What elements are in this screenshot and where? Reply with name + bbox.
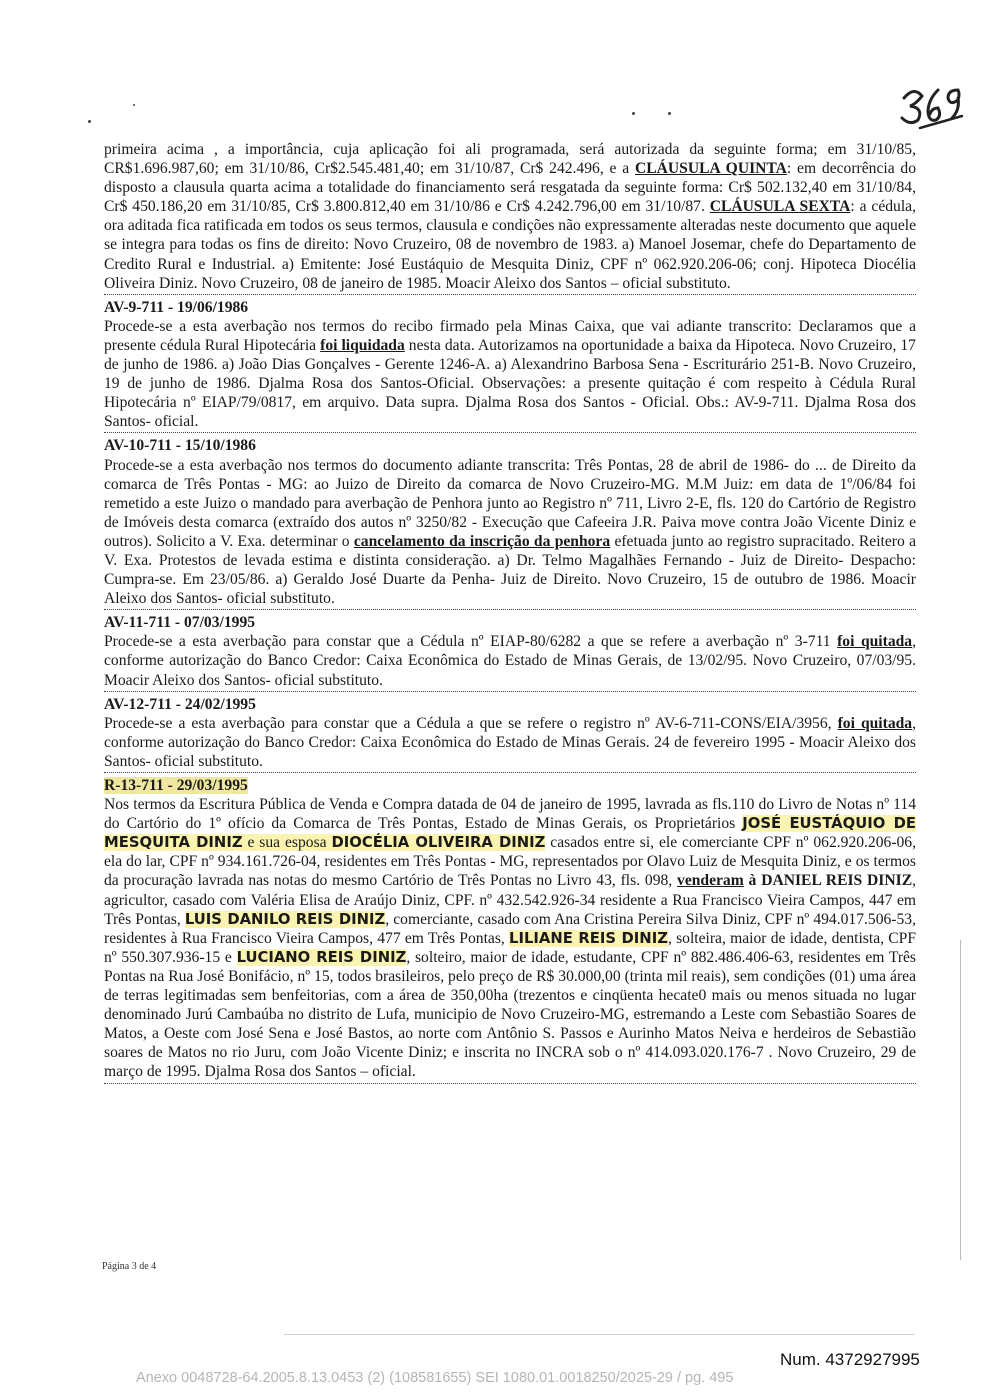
annex-watermark: Anexo 0048728-64.2005.8.13.0453 (2) (108581655) SEI 1080.01.0018250/2025-29 / pg. 495 [136, 1370, 734, 1386]
text-run: , comerciante, casado com Ana Cristina Pereira Silva Diniz, CPF nº 494.017.506-53, residentes à Rua Francisco Vieira Campos, 477 em Três Pontas, [104, 910, 916, 947]
scan-speck [668, 112, 671, 115]
av12-paragraph [104, 714, 916, 771]
r13-paragraph [104, 795, 916, 1081]
av11-heading: AV-11-711 - 07/03/1995 [104, 614, 256, 632]
text-run: , solteiro, maior de idade, estudante, CPF nº 882.486.406-63, residentes em Três Pontas na Rua José Bonifácio, nº 15, todos brasileiros, pelo preço de R$ 30.000,00 (trinta mil reais), sem condições (01) uma área de terras legitimadas sem benfeitorias, com a área de 350,00ha (trezentos e cinqüenta hecate0 mais ou menos situada no lugar denominado Jurú Cambaúba no distrito de Lufa, municipio de Novo Cruzeiro-MG, estremando a Leste com Sebastião Soares de Matos, a Oeste com José Sena e José Bastos, ao norte com Antônio S. Passos e Aurinho Matos Neiva e herdeiros de Sebastião soares de Matos no rio Juru, com João Vicente Diniz; e inscrita no INCRA sob o nº 414.093.020.176-7 . Novo Cruzeiro, 29 de março de 1995. Djalma Rosa dos Santos – oficial. [104, 948, 916, 1081]
text-run: e sua esposa [242, 834, 332, 852]
r13-heading [104, 776, 916, 795]
margin-mark [960, 940, 961, 1260]
dotted-separator [104, 691, 916, 692]
foi-quitada: foi quitada [837, 633, 913, 651]
text-run: Procede-se a esta averbação para constar que a Cédula nº EIAP-80/6282 a que se refere a averbação nº 3-711 [104, 633, 838, 651]
text-run: primeira acima , a importância, cuja aplicação foi ali programada, será autorizada da seguinte forma; em 31/10/85, CR$1.696.987,60; em 31/10/86, Cr$2.545.481,40; em 31/10/87, Cr$ 242.496, e a [104, 141, 916, 178]
text-run: Procede-se a esta averbação nos termos do documento adiante transcrita: Três Pontas, 28 de abril de 1986- do ... de Direito da comarca de Três Pontas - MG: ao Juizo de Direito da comarca de Novo Cruzeiro-MG. M.M Juiz: em data de 1º/06/84 foi remetido a este Juizo o mandado para averbação de Penhora junto ao Registro nº 711, Livro 2-E, fls. 120 do Cartório de Registro de Imóveis desta comarca (extraído dos autos nº 3250/82 - Execução que Cafeeira J.R. Paiva move contra João Vicente Diniz e outros). Solicito a V. Exa. determinar o [104, 456, 916, 550]
cancelamento-penhora: cancelamento da inscrição da penhora [353, 532, 611, 550]
scan-speck [133, 104, 135, 106]
text-run: efetuada junto ao registro supracitado. Reitero a V. Exa. Protestos de levada estima e distinta consideração. a) Dr. Telmo Magalhães Fernando - Juiz de Direito- Despacho: Cumpra-se. Em 23/05/86. a) Geraldo José Duarte da Penha- Juiz de Direito. Novo Cruzeiro, 15 de outubro de 1986. Moacir Aleixo dos Santos- oficial substituto. [104, 532, 916, 608]
dotted-separator [104, 294, 916, 295]
text-run: à [743, 872, 762, 890]
text-run: , conforme autorização do Banco Credor: Caixa Econômica do Estado de Minas Gerais, de 13/02/95. Novo Cruzeiro, 07/03/95. Moacir Aleixo dos Santos- oficial substituto. [104, 633, 916, 689]
page-label: Página 3 de 4 [102, 1261, 157, 1272]
seller-spouse-name: DIOCÉLIA OLIVEIRA DINIZ [331, 834, 546, 852]
seller-name: JOSÉ EUSTÁQUIO DE MESQUITA DINIZ [104, 815, 916, 852]
text-run: nesta data. Autorizamos na oportunidade a baixa da Hipoteca. Novo Cruzeiro, 17 de junho de 1986. a) João Dias Gonçalves - Gerente 1246-A. a) Alexandrino Barbosa Sena - Escriturário 251-B. Novo Cruzeiro, 19 de junho de 1986. Djalma Rosa dos Santos-Oficial. Observações: a presente quitação é com respeito à Cédula Rural Hipotecária nº EIAP/79/0817, em arquivo. Data supra. Djalma Rosa dos Santos - Oficial. Obs.: AV-9-711. Djalma Rosa dos Santos- oficial. [104, 336, 916, 431]
scan-speck [88, 120, 91, 123]
av9-heading: AV-9-711 - 19/06/1986 [104, 298, 249, 316]
document-number: Num. 4372927995 [780, 1350, 920, 1369]
av9-paragraph [104, 317, 916, 432]
dotted-separator [104, 432, 916, 433]
handwritten-page-number [898, 78, 968, 138]
buyer-name: LILIANE REIS DINIZ [509, 929, 668, 947]
buyer-name: LUCIANO REIS DINIZ [236, 948, 407, 966]
dotted-separator [104, 1083, 916, 1084]
document-body [104, 140, 916, 1087]
text-run: : a cédula, ora aditada fica ratificada em todos os seus termos, clausula e condições não expressamente alteradas neste documento que aquele se integra para todas os fins de direito: Novo Cruzeiro, 08 de novembro de 1983. a) Manoel Josemar, chefe do Departamento de Credito Rural e Industrial. a) Emitente: José Eustáquio de Mesquita Diniz, CPF nº 062.920.206-06; conj. Hipoteca Diocélia Oliveira Diniz. Novo Cruzeiro, 08 de janeiro de 1985. Moacir Aleixo dos Santos – oficial substituto. [104, 198, 916, 292]
foi-quitada: foi quitada [837, 714, 913, 732]
text-run: casados entre si, ele comerciante CPF nº 062.920.206-06, ela do lar, CPF nº 934.161.726-04, residentes em Três Pontas - MG, representados por Olavo Luiz de Mesquita Diniz, e os termos da procuração lavrada nas notas do mesmo Cartório de Três Pontas no Livro 43, fls. 098, [104, 834, 917, 890]
r13-heading-text: R-13-711 - 29/03/1995 [104, 777, 248, 794]
dotted-separator [104, 609, 916, 610]
text-run: , solteira, maior de idade, dentista, CPF nº 550.307.936-15 e [104, 929, 917, 966]
text-run: , agricultor, casado com Valéria Elisa de Araújo Diniz, CPF. nº 432.542.926-34 residente a Rua Francisco Vieira Campos, 447 em Três Pontas, [104, 872, 916, 928]
clausula-sexta: CLÁUSULA SEXTA [709, 198, 851, 216]
text-run: Procede-se a esta averbação para constar que a Cédula a que se refere o registro nº AV-6-711-CONS/EIA/3956, [104, 714, 838, 732]
bottom-rule [284, 1334, 914, 1335]
av10-heading: AV-10-711 - 15/10/1986 [104, 437, 256, 455]
foi-liquidada: foi liquidada [320, 336, 405, 354]
av11-paragraph [104, 632, 916, 689]
text-run: , conforme autorização do Banco Credor: Caixa Econômica do Estado de Minas Gerais. 24 de fevereiro 1995 - Moacir Aleixo dos Santos- oficial substituto. [104, 714, 916, 770]
buyer-name: LUIS DANILO REIS DINIZ [184, 910, 386, 928]
scan-speck [632, 112, 635, 115]
buyer-name: DANIEL REIS DINIZ [761, 872, 913, 890]
text-run: Procede-se a esta averbação nos termos do recibo firmado pela Minas Caixa, que vai adiante transcrito: Declaramos que a presente cédula Rural Hipotecária [104, 317, 916, 354]
text-run: Nos termos da Escritura Pública de Venda e Compra datada de 04 de janeiro de 1995, lavrada as fls.110 do Livro de Notas nº 114 do Cartório do 1º ofício da Comarca de Três Pontas, Estado de Minas Gerais, os Proprietários [104, 796, 916, 833]
intro-paragraph [104, 140, 916, 293]
av12-heading: AV-12-711 - 24/02/1995 [104, 695, 256, 713]
clausula-quinta: CLÁUSULA QUINTA [634, 160, 787, 178]
av10-paragraph [104, 456, 916, 609]
dotted-separator [104, 772, 916, 773]
venderam: venderam [677, 872, 744, 890]
text-run: : em decorrência do disposto a clausula quarta acima a totalidade do financiamento será resgatada da seguinte forma: Cr$ 502.132,40 em 31/10/84, Cr$ 450.186,20 em 31/10/85, Cr$ 3.800.812,40 em 31/10/86 e Cr$ 4.242.796,00 em 31/10/87. [104, 160, 917, 216]
